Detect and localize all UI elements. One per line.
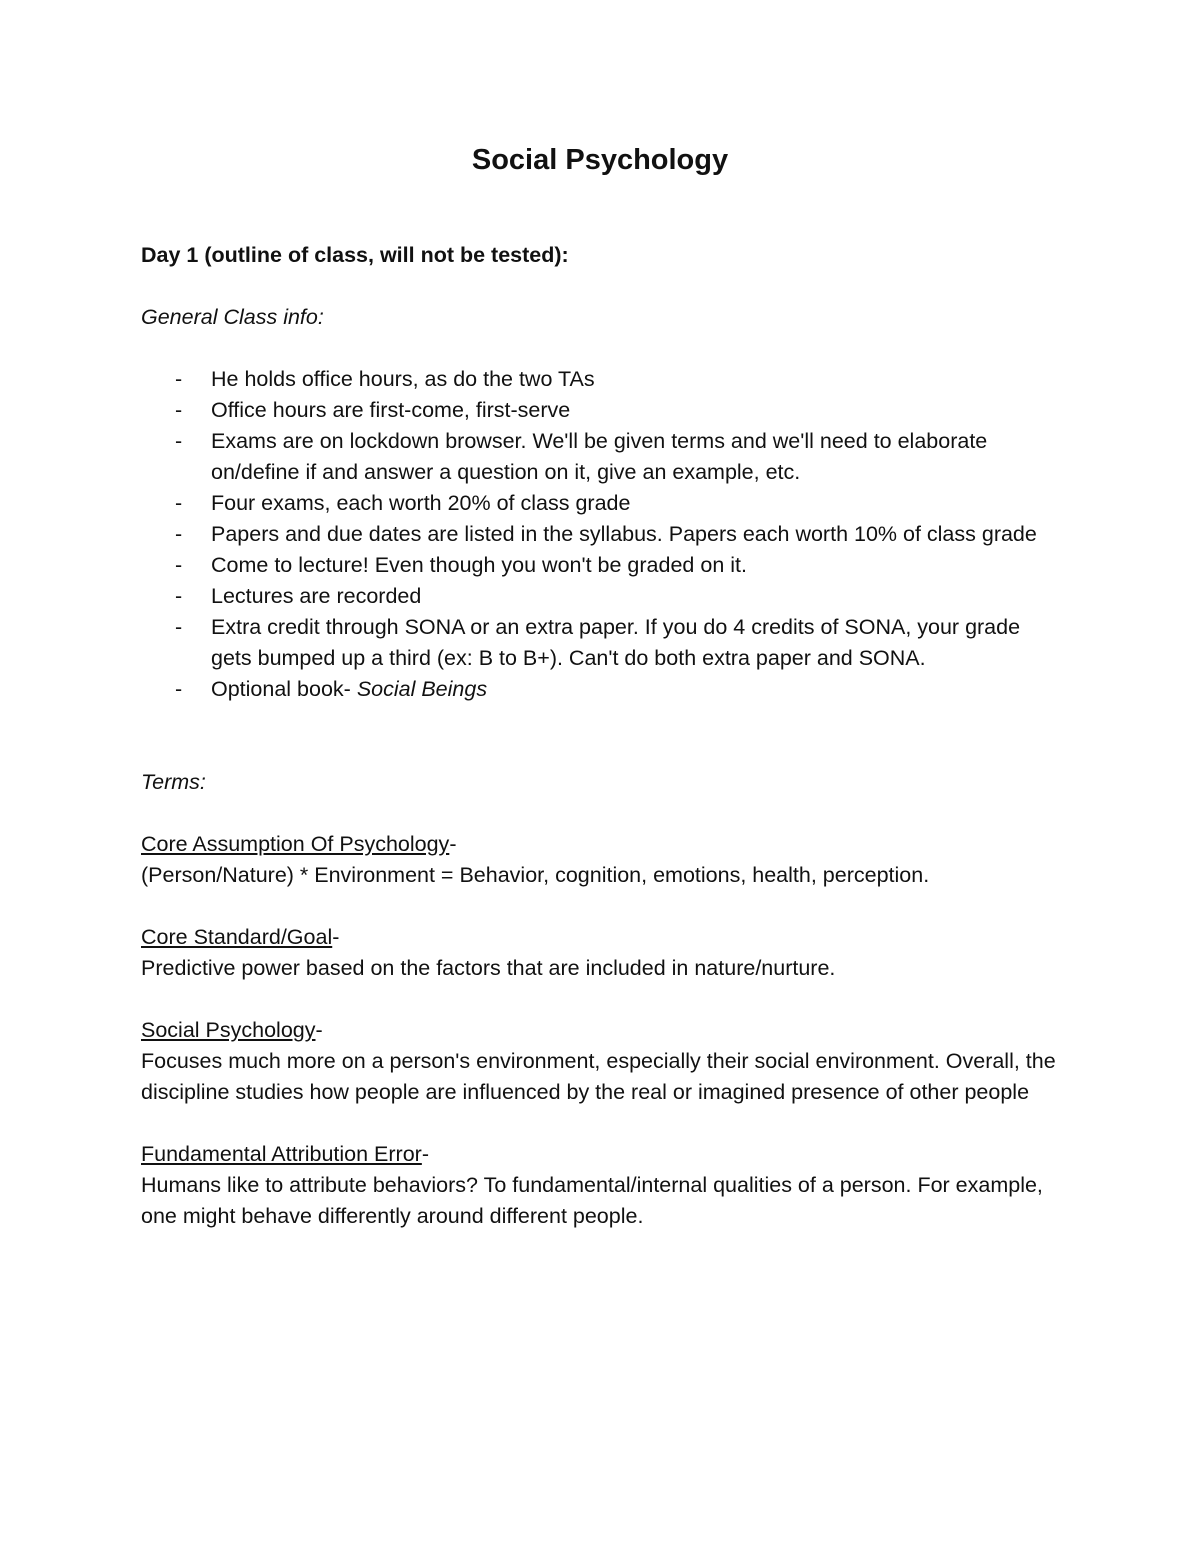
bullet-dash: -: [175, 677, 183, 701]
page-title: Social Psychology: [471, 144, 729, 176]
list-item: - Exams are on lockdown browser. We'll be given terms and we'll need to elaborate on/define if and answer a question on it, give an example, etc.: [141, 426, 1061, 488]
bullet-dash: -: [175, 615, 183, 639]
general-info-label: General Class info:: [141, 305, 324, 329]
terms-label: Terms:: [141, 770, 206, 794]
list-item: - Office hours are first-come, first-serve: [141, 395, 1061, 426]
list-item: - Come to lecture! Even though you won't be graded on it.: [141, 550, 1061, 581]
list-item: - Four exams, each worth 20% of class grade: [141, 488, 1061, 519]
term-name: Fundamental Attribution Error: [141, 1142, 422, 1166]
list-item: - Optional book- Social Beings: [141, 674, 1061, 705]
day-heading: Day 1 (outline of class, will not be tested):: [141, 243, 569, 267]
bullet-dash: -: [175, 367, 183, 391]
bullet-dash: -: [175, 553, 183, 577]
term-definition: Focuses much more on a person's environment, especially their social environment. Overall, the discipline studies how people are influenced by the real or imagined presence of other people: [141, 1049, 1056, 1104]
bullet-dash: -: [175, 429, 183, 453]
term-block: Social Psychology- Focuses much more on a person's environment, especially their social environment. Overall, the discipline studies how people are influenced by the real or imagined presence of other people: [141, 1015, 1061, 1108]
list-item: - He holds office hours, as do the two TAs: [141, 364, 1061, 395]
term-definition: Humans like to attribute behaviors? To fundamental/internal qualities of a person. For example, one might behave differently around different people.: [141, 1173, 1043, 1228]
info-list: [141, 364, 1061, 705]
bullet-dash: -: [175, 491, 183, 515]
term-name: Social Psychology: [141, 1018, 316, 1042]
list-item: - Lectures are recorded: [141, 581, 1061, 612]
list-item: - Extra credit through SONA or an extra paper. If you do 4 credits of SONA, your grade gets bumped up a third (ex: B to B+). Can't do both extra paper and SONA.: [141, 612, 1061, 674]
term-name: Core Assumption Of Psychology: [141, 832, 450, 856]
term-definition: Predictive power based on the factors that are included in nature/nurture.: [141, 956, 836, 980]
list-item: - Papers and due dates are listed in the syllabus. Papers each worth 10% of class grade: [141, 519, 1061, 550]
bullet-dash: -: [175, 522, 183, 546]
term-definition: (Person/Nature) * Environment = Behavior, cognition, emotions, health, perception.: [141, 863, 930, 887]
term-block: Fundamental Attribution Error- Humans like to attribute behaviors? To fundamental/internal qualities of a person. For example, one might behave differently around different people.: [141, 1139, 1061, 1232]
term-name: Core Standard/Goal: [141, 925, 333, 949]
bullet-dash: -: [175, 398, 183, 422]
book-title: Social Beings: [356, 677, 488, 701]
term-block: Core Assumption Of Psychology- (Person/Nature) * Environment = Behavior, cognition, emotions, health, perception.: [141, 829, 1061, 891]
bullet-dash: -: [175, 584, 183, 608]
term-block: Core Standard/Goal- Predictive power based on the factors that are included in nature/nurture.: [141, 922, 1061, 984]
document-body: [141, 240, 1061, 1232]
